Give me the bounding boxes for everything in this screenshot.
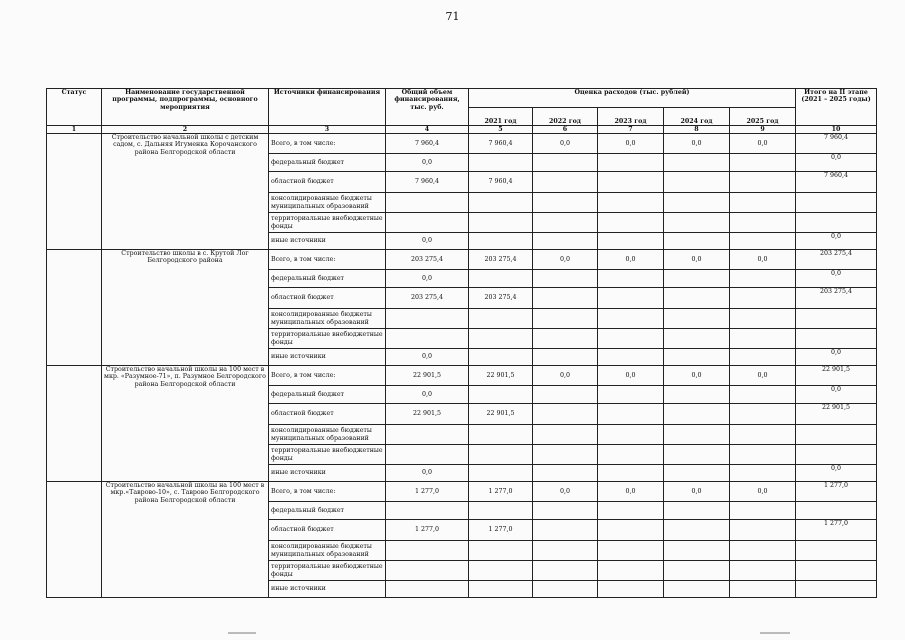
cell-2021	[469, 502, 533, 520]
column-number: 1	[47, 126, 102, 134]
source-label: федеральный бюджет	[269, 386, 386, 404]
source-label: федеральный бюджет	[269, 502, 386, 520]
cell-2025	[730, 502, 796, 520]
cell-stage-total	[796, 445, 877, 465]
cell-total	[386, 561, 469, 581]
cell-total: 7 960,4	[386, 172, 469, 193]
cell-2021: 203 275,4	[469, 250, 533, 270]
header-total: Общий объем финансирования, тыс. руб.	[386, 89, 469, 126]
cell-2024	[664, 465, 730, 482]
cell-2021	[469, 154, 533, 172]
cell-2022	[533, 465, 598, 482]
cell-2023	[598, 502, 664, 520]
cell-stage-total: 0,0	[796, 465, 877, 482]
source-label: консолидированные бюджеты муниципальных образований	[269, 309, 386, 329]
cell-2024	[664, 172, 730, 193]
cell-stage-total: 1 277,0	[796, 520, 877, 541]
cell-2021	[469, 233, 533, 250]
cell-stage-total	[796, 425, 877, 445]
cell-2025	[730, 445, 796, 465]
cell-2025	[730, 270, 796, 288]
cell-2021	[469, 465, 533, 482]
source-label: иные источники	[269, 233, 386, 250]
source-label: федеральный бюджет	[269, 154, 386, 172]
header-year-2022: 2022 год	[533, 108, 598, 126]
cell-2023	[598, 193, 664, 213]
cell-total: 0,0	[386, 386, 469, 404]
cell-2025	[730, 425, 796, 445]
header-estimate: Оценка расходов (тыс. рублей)	[469, 89, 796, 108]
cell-2023	[598, 349, 664, 366]
cell-stage-total	[796, 213, 877, 233]
cell-stage-total	[796, 581, 877, 598]
cell-2022	[533, 154, 598, 172]
cell-2024: 0,0	[664, 366, 730, 386]
source-label: консолидированные бюджеты муниципальных образований	[269, 541, 386, 561]
cell-2021: 1 277,0	[469, 520, 533, 541]
status-cell	[47, 134, 102, 250]
cell-2024	[664, 154, 730, 172]
cell-2021: 1 277,0	[469, 482, 533, 502]
cell-2024	[664, 581, 730, 598]
cell-stage-total: 0,0	[796, 386, 877, 404]
cell-2023	[598, 329, 664, 349]
column-number: 6	[533, 126, 598, 134]
cell-total	[386, 329, 469, 349]
cell-stage-total: 203 275,4	[796, 250, 877, 270]
cell-2025	[730, 329, 796, 349]
cell-2021	[469, 193, 533, 213]
cell-2024	[664, 502, 730, 520]
cell-2022: 0,0	[533, 250, 598, 270]
cell-total	[386, 309, 469, 329]
column-number: 2	[102, 126, 269, 134]
cell-stage-total	[796, 561, 877, 581]
column-number: 4	[386, 126, 469, 134]
column-number-row	[47, 126, 877, 134]
cell-total: 0,0	[386, 154, 469, 172]
cell-2024	[664, 386, 730, 404]
cell-total: 203 275,4	[386, 288, 469, 309]
column-number: 5	[469, 126, 533, 134]
cell-2022	[533, 213, 598, 233]
header-stage-total: Итого на II этапе (2021 – 2025 годы)	[796, 89, 877, 126]
cell-2021	[469, 541, 533, 561]
table-row	[47, 366, 877, 386]
cell-2024: 0,0	[664, 134, 730, 154]
cell-2024	[664, 520, 730, 541]
cell-2024	[664, 404, 730, 425]
table-row	[47, 482, 877, 502]
cell-stage-total: 22 901,5	[796, 366, 877, 386]
cell-2025	[730, 581, 796, 598]
cell-stage-total: 22 901,5	[796, 404, 877, 425]
cell-2024	[664, 425, 730, 445]
column-number: 10	[796, 126, 877, 134]
source-label: Всего, в том числе:	[269, 250, 386, 270]
cell-2024	[664, 309, 730, 329]
cell-2024	[664, 329, 730, 349]
cell-2021	[469, 561, 533, 581]
cell-2021: 7 960,4	[469, 172, 533, 193]
cell-total: 7 960,4	[386, 134, 469, 154]
source-label: консолидированные бюджеты муниципальных образований	[269, 193, 386, 213]
cell-2023	[598, 172, 664, 193]
cell-2022	[533, 425, 598, 445]
cell-2023	[598, 288, 664, 309]
cell-stage-total: 7 960,4	[796, 172, 877, 193]
measure-name: Строительство начальной школы на 100 мест в мкр.«Таврово-10», с. Таврово Белгородского района Белгородской области	[102, 482, 269, 598]
cell-2023	[598, 581, 664, 598]
cell-total	[386, 581, 469, 598]
scan-artifact	[228, 632, 256, 634]
cell-2022: 0,0	[533, 134, 598, 154]
cell-2022	[533, 386, 598, 404]
cell-2023	[598, 233, 664, 250]
cell-total	[386, 213, 469, 233]
cell-2021: 22 901,5	[469, 404, 533, 425]
status-cell	[47, 366, 102, 482]
cell-2023	[598, 213, 664, 233]
cell-2024: 0,0	[664, 250, 730, 270]
cell-2022	[533, 349, 598, 366]
cell-stage-total: 0,0	[796, 270, 877, 288]
cell-stage-total	[796, 309, 877, 329]
cell-2025	[730, 561, 796, 581]
header-year-2025: 2025 год	[730, 108, 796, 126]
source-label: Всего, в том числе:	[269, 134, 386, 154]
cell-2022: 0,0	[533, 366, 598, 386]
cell-2025	[730, 541, 796, 561]
cell-2025	[730, 404, 796, 425]
cell-2025	[730, 386, 796, 404]
cell-2025	[730, 193, 796, 213]
measure-name: Строительство школы в с. Крутой Лог Белгородского района	[102, 250, 269, 366]
table-row	[47, 134, 877, 154]
cell-total: 0,0	[386, 233, 469, 250]
cell-2023: 0,0	[598, 482, 664, 502]
cell-stage-total: 0,0	[796, 154, 877, 172]
cell-2021: 7 960,4	[469, 134, 533, 154]
cell-2023	[598, 309, 664, 329]
source-label: Всего, в том числе:	[269, 482, 386, 502]
cell-stage-total: 0,0	[796, 233, 877, 250]
source-label: территориальные внебюджетные фонды	[269, 213, 386, 233]
cell-2022	[533, 561, 598, 581]
cell-2022	[533, 172, 598, 193]
scan-artifact	[760, 632, 790, 634]
cell-2021	[469, 309, 533, 329]
cell-total: 1 277,0	[386, 520, 469, 541]
cell-2021	[469, 581, 533, 598]
cell-2024	[664, 561, 730, 581]
cell-2023	[598, 520, 664, 541]
cell-2022	[533, 404, 598, 425]
cell-2024	[664, 445, 730, 465]
cell-2021	[469, 349, 533, 366]
status-cell	[47, 482, 102, 598]
column-number: 3	[269, 126, 386, 134]
cell-2023: 0,0	[598, 366, 664, 386]
cell-2023	[598, 561, 664, 581]
source-label: областной бюджет	[269, 172, 386, 193]
cell-stage-total: 7 960,4	[796, 134, 877, 154]
cell-2021	[469, 329, 533, 349]
cell-total	[386, 445, 469, 465]
cell-2022	[533, 270, 598, 288]
cell-2023	[598, 386, 664, 404]
header-sources: Источники финансирования	[269, 89, 386, 126]
cell-2024	[664, 233, 730, 250]
cell-2025	[730, 233, 796, 250]
cell-2025	[730, 309, 796, 329]
cell-2025	[730, 465, 796, 482]
header-year-2024: 2024 год	[664, 108, 730, 126]
column-number: 8	[664, 126, 730, 134]
page-number: 71	[445, 10, 460, 23]
cell-2022	[533, 288, 598, 309]
cell-2022	[533, 502, 598, 520]
cell-stage-total	[796, 502, 877, 520]
source-label: Всего, в том числе:	[269, 366, 386, 386]
cell-2022	[533, 581, 598, 598]
cell-stage-total: 1 277,0	[796, 482, 877, 502]
cell-2021	[469, 386, 533, 404]
cell-2025	[730, 172, 796, 193]
source-label: иные источники	[269, 465, 386, 482]
source-label: иные источники	[269, 581, 386, 598]
cell-2022	[533, 193, 598, 213]
cell-total: 22 901,5	[386, 404, 469, 425]
table-row	[47, 250, 877, 270]
cell-2021: 203 275,4	[469, 288, 533, 309]
cell-2025: 0,0	[730, 366, 796, 386]
column-number: 7	[598, 126, 664, 134]
cell-2024	[664, 288, 730, 309]
cell-total: 0,0	[386, 465, 469, 482]
cell-2024	[664, 193, 730, 213]
cell-2021: 22 901,5	[469, 366, 533, 386]
header-status: Статус	[47, 89, 102, 126]
cell-2023	[598, 404, 664, 425]
source-label: территориальные внебюджетные фонды	[269, 445, 386, 465]
cell-stage-total: 203 275,4	[796, 288, 877, 309]
cell-2022	[533, 541, 598, 561]
source-label: федеральный бюджет	[269, 270, 386, 288]
measure-name: Строительство начальной школы с детским садом, с. Дальняя Игуменка Корочанского района Белгородской области	[102, 134, 269, 250]
cell-2023	[598, 465, 664, 482]
header-year-2023: 2023 год	[598, 108, 664, 126]
cell-2023	[598, 154, 664, 172]
cell-total	[386, 502, 469, 520]
measure-name: Строительство начальной школы на 100 мест в мкр. «Разумное-71», п. Разумное Белгородского района Белгородской области	[102, 366, 269, 482]
cell-2023: 0,0	[598, 134, 664, 154]
cell-2021	[469, 270, 533, 288]
cell-2023	[598, 445, 664, 465]
source-label: иные источники	[269, 349, 386, 366]
cell-2024: 0,0	[664, 482, 730, 502]
financing-table	[46, 88, 877, 598]
cell-2021	[469, 445, 533, 465]
header-year-2021: 2021 год	[469, 108, 533, 126]
source-label: областной бюджет	[269, 404, 386, 425]
cell-2024	[664, 213, 730, 233]
cell-2025: 0,0	[730, 250, 796, 270]
cell-2021	[469, 425, 533, 445]
cell-2022	[533, 309, 598, 329]
source-label: территориальные внебюджетные фонды	[269, 329, 386, 349]
cell-stage-total	[796, 541, 877, 561]
source-label: консолидированные бюджеты муниципальных образований	[269, 425, 386, 445]
cell-total	[386, 541, 469, 561]
cell-2023	[598, 425, 664, 445]
cell-2022	[533, 520, 598, 541]
cell-2025	[730, 520, 796, 541]
cell-total: 22 901,5	[386, 366, 469, 386]
cell-2025: 0,0	[730, 134, 796, 154]
cell-2022	[533, 329, 598, 349]
cell-total	[386, 193, 469, 213]
cell-stage-total: 0,0	[796, 349, 877, 366]
cell-2021	[469, 213, 533, 233]
cell-2024	[664, 270, 730, 288]
cell-total	[386, 425, 469, 445]
cell-2025	[730, 154, 796, 172]
cell-total: 203 275,4	[386, 250, 469, 270]
cell-total: 0,0	[386, 270, 469, 288]
cell-2025: 0,0	[730, 482, 796, 502]
source-label: областной бюджет	[269, 520, 386, 541]
column-number: 9	[730, 126, 796, 134]
cell-total: 0,0	[386, 349, 469, 366]
cell-2023	[598, 541, 664, 561]
cell-stage-total	[796, 193, 877, 213]
status-cell	[47, 250, 102, 366]
cell-2023: 0,0	[598, 250, 664, 270]
cell-2022	[533, 233, 598, 250]
cell-2025	[730, 288, 796, 309]
cell-stage-total	[796, 329, 877, 349]
cell-2024	[664, 541, 730, 561]
cell-2024	[664, 349, 730, 366]
cell-2025	[730, 349, 796, 366]
cell-2025	[730, 213, 796, 233]
cell-2023	[598, 270, 664, 288]
cell-total: 1 277,0	[386, 482, 469, 502]
source-label: областной бюджет	[269, 288, 386, 309]
cell-2022	[533, 445, 598, 465]
source-label: территориальные внебюджетные фонды	[269, 561, 386, 581]
cell-2022: 0,0	[533, 482, 598, 502]
header-name: Наименование государственной программы, подпрограммы, основного мероприятия	[102, 89, 269, 126]
